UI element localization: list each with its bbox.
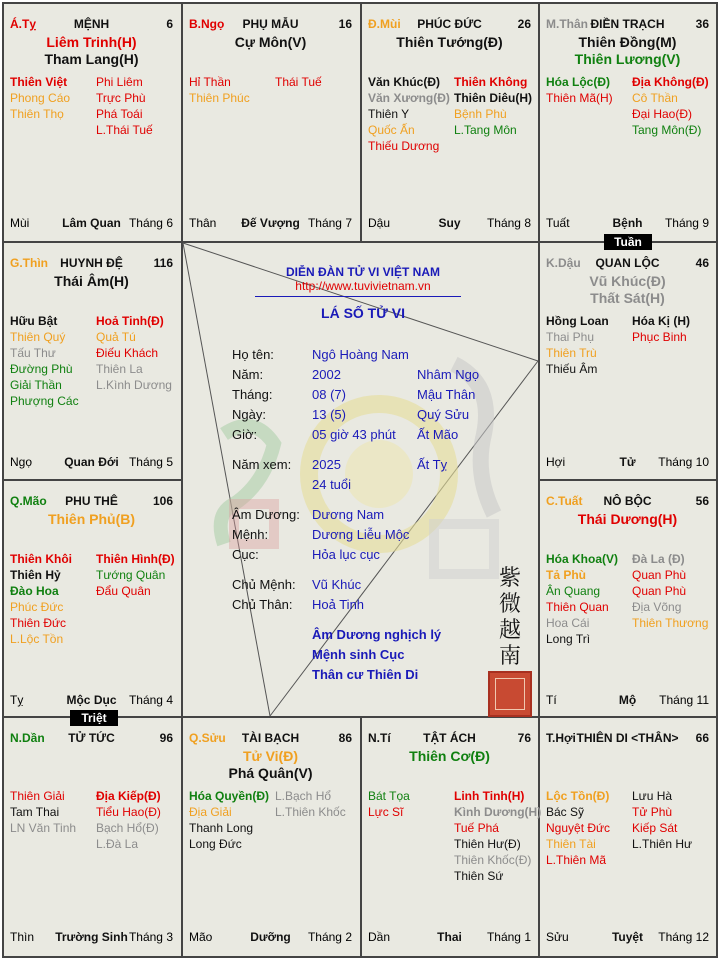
- palace-cell-ty: [4, 4, 179, 240]
- vertical-char: 紫: [499, 566, 522, 591]
- life-stage: Tuyệt: [611, 930, 644, 944]
- earthly-branch: Tuất: [546, 216, 570, 230]
- minor-star: Tiểu Hao(Đ): [96, 805, 161, 819]
- palace-header: [189, 16, 352, 32]
- earthly-branch: Dần: [368, 930, 391, 944]
- chart-title: LÁ SỐ TỬ VI: [321, 305, 405, 321]
- url-underline: [255, 296, 461, 297]
- minor-star: Thiếu Dương: [368, 139, 440, 153]
- palace-header: [10, 16, 173, 32]
- minor-star: Tuế Phá: [454, 821, 499, 835]
- life-stage: Dưỡng: [250, 930, 291, 944]
- palace-cell-ti: [362, 718, 542, 954]
- heavenly-stem-branch: C.Tuất: [546, 494, 583, 508]
- palace-footer: [546, 454, 709, 470]
- minor-star: Văn Khúc(Đ): [368, 75, 440, 89]
- value-hour: 05 giờ 43 phút: [312, 427, 396, 442]
- label-than-lord: Chủ Thân:: [232, 597, 293, 612]
- label-hour: Giờ:: [232, 427, 258, 442]
- minor-star: Quả Tú: [96, 330, 136, 344]
- minor-star: Hóa Lộc(Đ): [546, 75, 610, 89]
- value-month-cc: Mậu Thân: [417, 387, 476, 402]
- minor-star: Thiên Phúc: [189, 91, 250, 105]
- minor-star: Thiên Khôi: [10, 552, 72, 566]
- major-star: Liêm Trinh(H): [46, 34, 137, 50]
- value-than-lord: Hoả Tinh: [312, 597, 365, 612]
- minor-star: Hóa Khoa(V): [546, 552, 618, 566]
- horoscope-chart: [2, 2, 718, 958]
- earthly-branch: Dậu: [368, 216, 391, 230]
- palace-name: TẬT ÁCH: [423, 731, 476, 745]
- triet-tag: Triệt: [70, 710, 118, 726]
- minor-star: Thiên Y: [368, 107, 410, 121]
- minor-star: Thiên Quý: [10, 330, 66, 344]
- life-stage: Mộc Dục: [66, 693, 117, 707]
- minor-star: Thiên Thọ: [10, 107, 64, 121]
- minor-star: Trực Phù: [96, 91, 146, 105]
- label-destiny: Mệnh:: [232, 527, 269, 542]
- forum-url[interactable]: http://www.tuvivietnam.vn: [295, 279, 431, 293]
- minor-star: Địa Không(Đ): [632, 75, 709, 89]
- minor-star: Tướng Quân: [96, 568, 166, 582]
- lunar-month: Tháng 1: [486, 930, 531, 944]
- minor-star: Phúc Đức: [10, 600, 64, 614]
- palace-name: ĐIỀN TRẠCH: [590, 17, 665, 31]
- major-star: Cự Môn(V): [234, 34, 307, 50]
- label-day: Ngày:: [232, 407, 266, 422]
- heavenly-stem-branch: Á.Tỵ: [10, 17, 37, 31]
- label-name: Họ tên:: [232, 347, 274, 362]
- heavenly-stem-branch: N.Tí: [368, 731, 391, 745]
- life-stage: Đế Vượng: [241, 216, 300, 230]
- label-year: Năm:: [232, 367, 264, 382]
- minor-star: Quốc Ấn: [368, 123, 415, 137]
- minor-star: Kiếp Sát: [632, 821, 678, 835]
- palace-header: [368, 730, 531, 746]
- minor-stars-left: [546, 313, 609, 377]
- heavenly-stem-branch: M.Thân: [546, 17, 588, 31]
- note-3: Thân cư Thiên Di: [312, 667, 419, 682]
- minor-star: Văn Xương(Đ): [368, 91, 450, 105]
- lunar-month: Tháng 4: [128, 693, 173, 707]
- palace-cell-ngo: [183, 4, 358, 240]
- palace-name: PHÚC ĐỨC: [417, 17, 482, 31]
- minor-star: L.Đà La: [96, 837, 139, 851]
- value-view-year: 2025: [312, 457, 341, 472]
- minor-stars-left: [189, 788, 269, 852]
- note-2: Mệnh sinh Cục: [312, 647, 405, 662]
- major-star: Thái Dương(H): [577, 511, 678, 527]
- palace-cell-than: [540, 4, 715, 240]
- palace-footer: [10, 215, 173, 231]
- major-star: Thiên Phủ(B): [47, 511, 136, 527]
- minor-star: Kình Dương(H): [454, 805, 542, 819]
- minor-star: Lực Sĩ: [368, 805, 404, 819]
- minor-star: Hữu Bật: [10, 314, 58, 328]
- palace-number: 6: [166, 17, 173, 31]
- life-stage: Suy: [438, 216, 461, 230]
- minor-star: Thái Tuế: [275, 75, 322, 89]
- minor-star: Đẩu Quân: [96, 584, 151, 598]
- lunar-month: Tháng 10: [658, 455, 709, 469]
- minor-star: Lộc Tồn(Đ): [546, 789, 610, 803]
- palace-number: 36: [695, 17, 709, 31]
- minor-stars-right: [454, 74, 532, 138]
- vertical-char: 越: [499, 618, 522, 643]
- major-star: Thiên Cơ(Đ): [409, 748, 490, 764]
- earthly-branch: Ngọ: [10, 455, 33, 469]
- value-view-year-cc: Ất Tỵ: [417, 457, 448, 472]
- minor-stars-right: [632, 788, 692, 852]
- minor-star: Đà La (Đ): [632, 552, 685, 566]
- value-menh-lord: Vũ Khúc: [312, 577, 362, 592]
- value-day: 13 (5): [312, 407, 346, 422]
- major-star: Thất Sát(H): [590, 290, 665, 306]
- palace-footer: [10, 454, 173, 470]
- life-stage: Tử: [619, 455, 636, 469]
- minor-stars-left: [189, 74, 250, 106]
- lunar-month: Tháng 5: [128, 455, 173, 469]
- minor-star: Long Đức: [189, 837, 242, 851]
- palace-cell-dan: [4, 718, 179, 954]
- minor-star: Thai Phụ: [546, 330, 595, 344]
- minor-star: Thiếu Âm: [546, 362, 598, 376]
- minor-star: Tả Phù: [546, 568, 587, 582]
- minor-star: Bạch Hổ(Đ): [96, 821, 159, 835]
- minor-star: Địa Võng: [632, 600, 682, 614]
- palace-header: [546, 255, 709, 271]
- minor-star: Bác Sỹ: [546, 805, 585, 819]
- earthly-branch: Hợi: [546, 455, 566, 469]
- minor-stars-right: [96, 313, 172, 393]
- vertical-char: 微: [499, 592, 522, 617]
- palace-number: 106: [152, 494, 173, 508]
- palace-number: 46: [695, 256, 709, 270]
- earthly-branch: Mão: [189, 930, 213, 944]
- center-info: [185, 245, 541, 720]
- earthly-branch: Tí: [546, 693, 557, 707]
- major-star: Thái Âm(H): [54, 273, 129, 289]
- palace-name: THIÊN DI <THÂN>: [576, 731, 679, 745]
- palace-name: PHỤ MẪU: [242, 17, 299, 31]
- lunar-month: Tháng 2: [307, 930, 352, 944]
- minor-stars-right: [96, 551, 175, 599]
- palace-number: 16: [338, 17, 352, 31]
- palace-header: [10, 493, 173, 509]
- minor-star: Hoa Cái: [546, 616, 590, 630]
- minor-star: L.Kình Dương: [96, 378, 172, 392]
- palace-number: 76: [517, 731, 531, 745]
- minor-star: Điếu Khách: [96, 346, 159, 360]
- heavenly-stem-branch: K.Dậu: [546, 256, 581, 270]
- palace-name: QUAN LỘC: [595, 256, 660, 270]
- minor-stars-right: [96, 74, 153, 138]
- earthly-branch: Thân: [189, 216, 217, 230]
- earthly-branch: Tỵ: [10, 693, 24, 707]
- heavenly-stem-branch: Q.Mão: [10, 494, 47, 508]
- palace-number: 66: [695, 731, 709, 745]
- palace-footer: [368, 215, 531, 231]
- minor-star: Giải Thần: [10, 378, 62, 392]
- minor-star: Thiên Việt: [10, 75, 68, 89]
- heavenly-stem-branch: G.Thìn: [10, 256, 48, 270]
- palace-name: TỬ TỨC: [68, 731, 115, 745]
- minor-stars-left: [546, 551, 618, 647]
- major-star: Tử Vi(Đ): [243, 748, 298, 764]
- value-age: 24 tuổi: [312, 477, 352, 492]
- minor-star: Đại Hao(Đ): [632, 107, 693, 121]
- palace-name: HUYNH ĐỆ: [60, 256, 123, 270]
- lunar-month: Tháng 9: [664, 216, 709, 230]
- minor-star: Thiên Đức: [10, 616, 67, 630]
- minor-star: Thiên La: [96, 362, 143, 376]
- palace-header: [546, 493, 709, 509]
- minor-star: L.Thái Tuế: [96, 123, 153, 137]
- earthly-branch: Thìn: [10, 930, 35, 944]
- major-star: Thiên Đồng(M): [578, 34, 677, 50]
- heavenly-stem-branch: Đ.Mùi: [368, 17, 401, 31]
- vertical-char: 南: [499, 644, 522, 669]
- minor-star: Tử Phù: [632, 805, 673, 819]
- minor-star: Hoả Tinh(Đ): [96, 314, 164, 328]
- palace-cell-hoi: [540, 718, 715, 954]
- palace-name: NÔ BỘC: [603, 494, 652, 508]
- label-month: Tháng:: [232, 387, 273, 402]
- palace-header: [368, 16, 531, 32]
- palace-name: TÀI BẠCH: [241, 731, 300, 745]
- palace-cell-thin: [4, 243, 179, 479]
- minor-star: Phượng Các: [10, 394, 79, 408]
- life-stage: Trường Sinh: [55, 930, 128, 944]
- minor-star: Linh Tinh(H): [454, 789, 525, 803]
- palace-name: MỆNH: [73, 17, 110, 31]
- palace-cell-tuat: [540, 481, 715, 717]
- minor-star: Phá Toái: [96, 107, 143, 121]
- minor-star: L.Bạch Hổ: [275, 789, 332, 803]
- minor-star: Cô Thần: [632, 91, 678, 105]
- minor-star: Thiên Giải: [10, 789, 65, 803]
- earthly-branch: Mùi: [10, 216, 30, 230]
- minor-star: Thiên Hỷ: [10, 568, 61, 582]
- forum-name: DIỄN ĐÀN TỬ VI VIỆT NAM: [286, 265, 440, 279]
- minor-star: Thiên Tài: [546, 837, 596, 851]
- palace-number: 116: [153, 256, 173, 270]
- minor-star: Bát Tọa: [368, 789, 410, 803]
- earthly-branch: Sửu: [546, 930, 569, 944]
- palace-footer: [10, 929, 173, 945]
- life-stage: Mộ: [618, 693, 637, 707]
- value-name: Ngô Hoàng Nam: [312, 347, 409, 362]
- minor-star: Thiên Hư(Đ): [454, 837, 521, 851]
- value-destiny: Dương Liễu Mộc: [312, 527, 410, 542]
- major-star: Phá Quân(V): [228, 765, 313, 781]
- minor-stars-right: [96, 788, 161, 852]
- minor-stars-left: [368, 788, 410, 820]
- minor-star: Đào Hoa: [10, 584, 59, 598]
- minor-stars-left: [10, 74, 70, 122]
- palace-name: PHU THÊ: [65, 494, 118, 508]
- palace-cell-dau: [540, 243, 715, 479]
- lunar-month: Tháng 8: [486, 216, 531, 230]
- heavenly-stem-branch: T.Hợi: [546, 731, 576, 745]
- minor-star: Quan Phù: [632, 568, 687, 582]
- minor-star: L.Lộc Tồn: [10, 632, 64, 646]
- minor-star: Hóa Quyền(Đ): [189, 789, 270, 803]
- minor-stars-right: [632, 551, 708, 631]
- minor-star: Thiên Quan: [546, 600, 609, 614]
- lunar-month: Tháng 12: [658, 930, 709, 944]
- minor-star: Thiên Khốc(Đ): [454, 853, 532, 867]
- palace-footer: [10, 692, 173, 708]
- minor-star: L.Thiên Mã: [546, 853, 607, 867]
- value-year-cc: Nhâm Ngọ: [417, 367, 480, 382]
- minor-star: Ân Quang: [546, 584, 601, 598]
- minor-star: Phi Liêm: [96, 75, 143, 89]
- palace-header: [10, 730, 173, 746]
- palace-number: 26: [517, 17, 531, 31]
- value-hour-cc: Ất Mão: [417, 427, 459, 442]
- minor-star: Thanh Long: [189, 821, 254, 835]
- minor-star: Phong Cáo: [10, 91, 71, 105]
- minor-star: Long Trì: [546, 632, 591, 646]
- minor-stars-left: [368, 74, 450, 154]
- minor-star: Địa Giải: [189, 805, 232, 819]
- minor-stars-left: [10, 551, 72, 647]
- minor-star: Thiên Không: [454, 75, 528, 89]
- major-star: Thiên Tướng(Đ): [396, 34, 503, 50]
- major-star: Tham Lang(H): [44, 51, 139, 67]
- palace-header: [546, 16, 709, 32]
- palace-cell-suu: [183, 718, 358, 954]
- life-stage: Thai: [437, 930, 462, 944]
- lunar-month: Tháng 3: [128, 930, 173, 944]
- palace-footer: [368, 929, 531, 945]
- minor-star: Đường Phù: [10, 362, 73, 376]
- minor-star: Hỉ Thần: [189, 75, 231, 89]
- value-day-cc: Quý Sửu: [417, 407, 470, 422]
- label-menh-lord: Chủ Mệnh:: [232, 577, 296, 592]
- minor-stars-left: [10, 313, 79, 409]
- major-star: Vũ Khúc(Đ): [589, 273, 666, 289]
- minor-stars-right: [632, 313, 690, 345]
- minor-stars-right: [275, 788, 346, 820]
- minor-star: Tấu Thư: [10, 346, 56, 360]
- minor-stars-right: [454, 788, 541, 884]
- palace-footer: [189, 929, 352, 945]
- minor-stars-right: [632, 74, 709, 138]
- palace-footer: [546, 692, 709, 708]
- life-stage: Quan Đới: [64, 455, 119, 469]
- minor-star: Thiên Thương: [632, 616, 709, 630]
- life-stage: Bệnh: [612, 216, 643, 230]
- minor-star: Thiên Diêu(H): [454, 91, 532, 105]
- minor-stars-left: [546, 788, 610, 868]
- label-view-year: Năm xem:: [232, 457, 292, 472]
- minor-stars-left: [546, 74, 613, 106]
- seal-stamp: [488, 671, 532, 717]
- lunar-month: Tháng 6: [128, 216, 173, 230]
- minor-star: Hóa Kị (H): [632, 314, 690, 328]
- heavenly-stem-branch: N.Dần: [10, 731, 45, 745]
- minor-stars-right: [275, 74, 322, 90]
- minor-star: Nguyệt Đức: [546, 821, 611, 835]
- life-stage: Lâm Quan: [62, 216, 121, 230]
- value-month: 08 (7): [312, 387, 346, 402]
- palace-footer: [546, 929, 709, 945]
- minor-star: L.Tang Môn: [454, 123, 517, 137]
- minor-star: Phục Binh: [632, 330, 687, 344]
- minor-star: Hồng Loan: [546, 314, 609, 328]
- minor-star: Thiên Trù: [546, 346, 597, 360]
- lunar-month: Tháng 7: [307, 216, 352, 230]
- minor-star: Lưu Hà: [632, 789, 673, 803]
- palace-footer: [546, 215, 709, 231]
- palace-cell-mui: [362, 4, 537, 240]
- minor-star: L.Thiên Hư: [632, 837, 693, 851]
- heavenly-stem-branch: Q.Sửu: [189, 731, 226, 745]
- palace-header: [546, 730, 709, 746]
- minor-star: Thiên Hình(Đ): [96, 552, 175, 566]
- palace-header: [189, 730, 352, 746]
- note-1: Âm Dương nghịch lý: [312, 627, 442, 642]
- minor-star: Thiên Sứ: [454, 869, 504, 883]
- minor-star: Quan Phù: [632, 584, 687, 598]
- minor-star: Thiên Mã(H): [546, 91, 613, 105]
- palace-cell-mao: [4, 481, 179, 717]
- palace-number: 56: [695, 494, 709, 508]
- value-element: Hỏa lục cục: [312, 547, 380, 562]
- minor-star: LN Văn Tinh: [10, 821, 77, 835]
- label-element: Cục:: [232, 547, 259, 562]
- palace-header: [10, 255, 173, 271]
- label-yinyang: Âm Dương:: [232, 507, 300, 522]
- minor-stars-left: [10, 788, 76, 836]
- palace-number: 96: [159, 731, 173, 745]
- lunar-month: Tháng 11: [659, 693, 709, 707]
- minor-star: Tang Môn(Đ): [632, 123, 702, 137]
- heavenly-stem-branch: B.Ngọ: [189, 17, 225, 31]
- value-year: 2002: [312, 367, 341, 382]
- major-star: Thiên Lương(V): [574, 51, 681, 67]
- minor-star: L.Thiên Khốc: [275, 805, 346, 819]
- tuan-tag: Tuần: [604, 234, 652, 250]
- palace-footer: [189, 215, 352, 231]
- minor-star: Tam Thai: [10, 805, 60, 819]
- minor-star: Địa Kiếp(Đ): [96, 789, 161, 803]
- value-yinyang: Dương Nam: [312, 507, 385, 522]
- palace-number: 86: [338, 731, 352, 745]
- minor-star: Bệnh Phù: [454, 107, 507, 121]
